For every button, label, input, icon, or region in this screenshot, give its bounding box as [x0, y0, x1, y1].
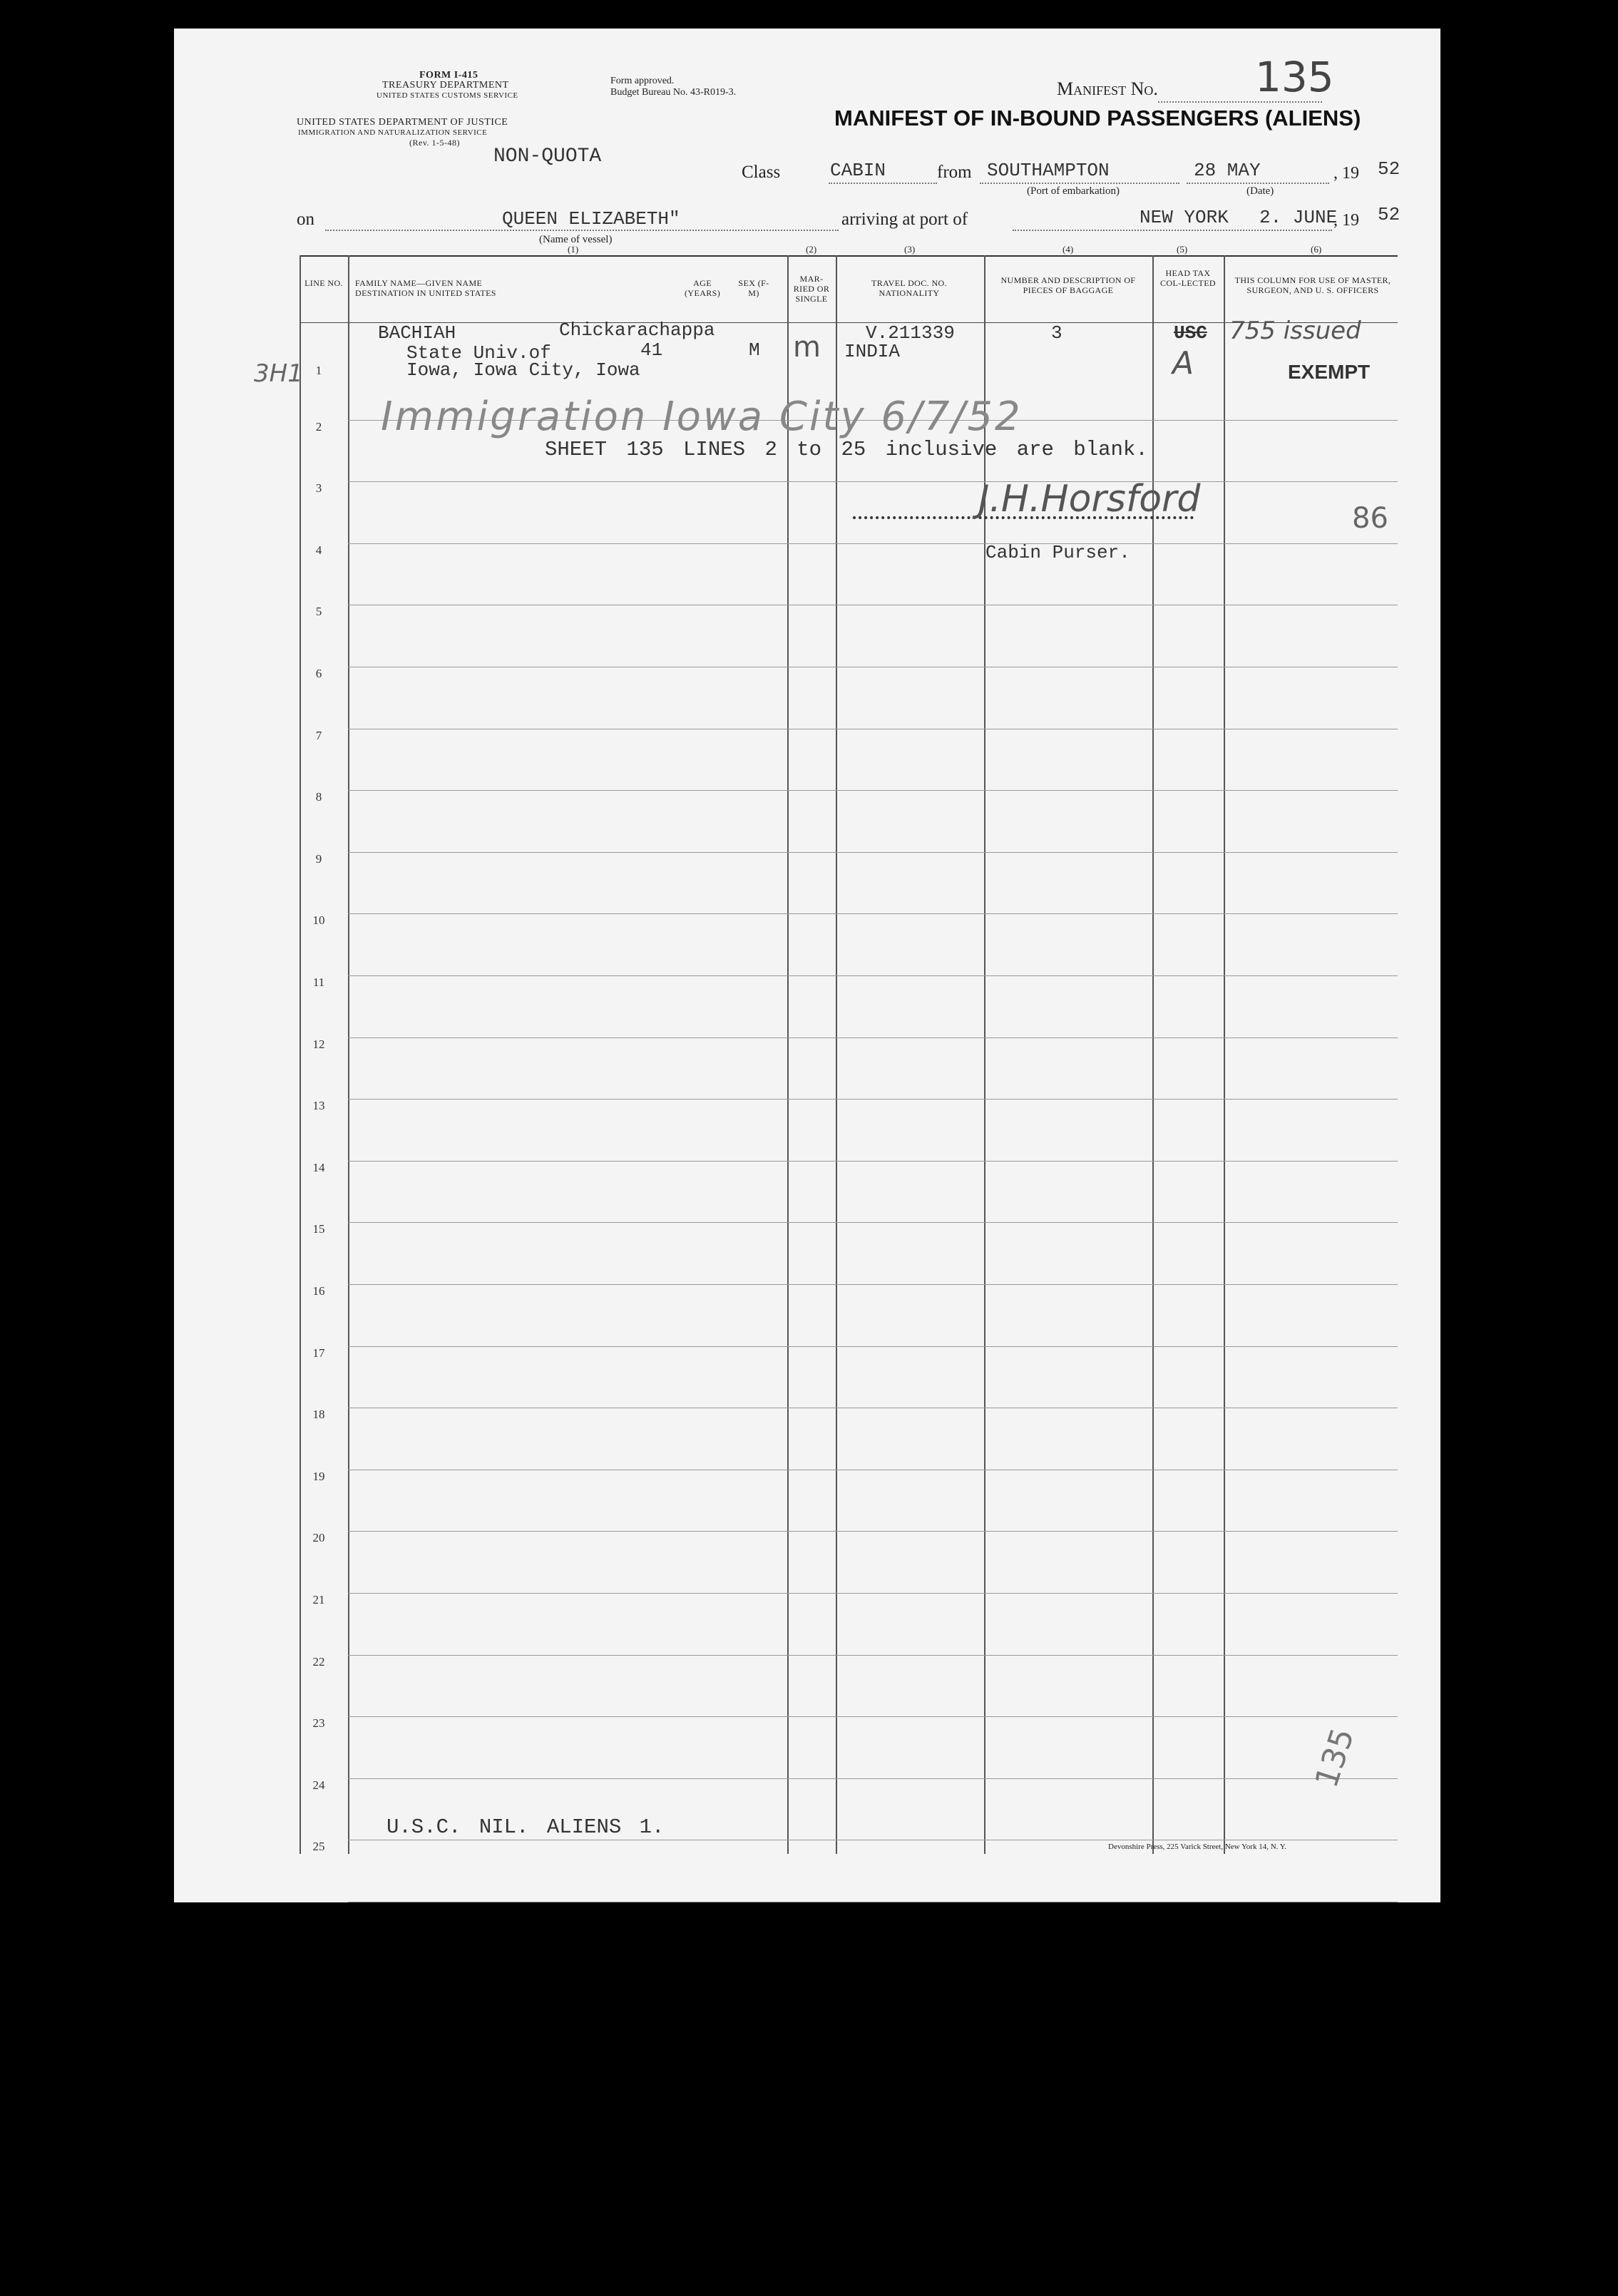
line-number: 19 — [312, 1469, 325, 1483]
right-margin-mark: 86 — [1352, 502, 1388, 535]
row-rule — [348, 1037, 1398, 1038]
printer-credit: Devonshire Press, 225 Varick Street, New York 14, N. Y. — [1108, 1843, 1287, 1851]
treasury-dept: TREASURY DEPARTMENT — [382, 80, 509, 91]
line-number: 15 — [312, 1222, 325, 1236]
line-number: 13 — [312, 1099, 325, 1113]
purser-signature: J.H.Horsford — [978, 478, 1201, 521]
row-rule — [348, 1161, 1398, 1162]
revision: (Rev. 1-5-48) — [409, 138, 461, 148]
col-num-4: (4) — [1063, 244, 1074, 255]
baggage-count: 3 — [1051, 322, 1063, 344]
given-name: Chickarachappa — [559, 319, 715, 341]
row-rule — [348, 790, 1398, 791]
line-number: 18 — [312, 1408, 325, 1422]
destination-line-1: State Univ.of — [406, 342, 551, 364]
line-number: 23 — [312, 1716, 325, 1731]
header-travel-doc: TRAVEL DOC. NO. NATIONALITY — [871, 278, 947, 298]
line-number: 14 — [312, 1160, 325, 1174]
line-number: 1 — [315, 364, 322, 377]
arrival-year-prefix: , 19 — [1333, 211, 1359, 230]
marital-status: m — [793, 331, 821, 364]
year-prefix: , 19 — [1333, 164, 1359, 183]
line-number: 22 — [312, 1654, 325, 1669]
header-baggage: NUMBER AND DESCRIPTION OF PIECES OF BAGGAGE — [1000, 275, 1136, 295]
line-number: 6 — [315, 667, 322, 680]
line-number: 17 — [312, 1346, 325, 1360]
header-age: AGE (YEARS) — [685, 278, 721, 298]
vessel-name: QUEEN ELIZABETH" — [502, 208, 680, 230]
purser-title: Cabin Purser. — [985, 542, 1130, 563]
arrival-port: NEW YORK — [1140, 207, 1229, 228]
arrival-year: 52 — [1378, 204, 1401, 225]
side-number: 135 — [1308, 1723, 1362, 1793]
line-number: 8 — [315, 790, 322, 804]
line-number: 11 — [312, 975, 325, 989]
travel-doc-number: V.211339 — [866, 322, 955, 344]
row-rule — [348, 975, 1398, 976]
arriving-label: arriving at port of — [841, 210, 968, 229]
row-rule — [348, 1284, 1398, 1285]
class-label: Class — [742, 163, 781, 182]
footer-totals: U.S.C. NIL. ALIENS 1. — [386, 1815, 665, 1839]
arrival-date: 2. JUNE — [1259, 207, 1338, 228]
header-line-no: LINE NO. — [304, 278, 343, 288]
col-num-6: (6) — [1311, 244, 1322, 255]
passenger-age: 41 — [640, 339, 663, 361]
col-num-1: (1) — [568, 244, 579, 255]
manifest-sheet — [174, 29, 1440, 1902]
manifest-number: 135 — [1255, 53, 1334, 101]
class-value: CABIN — [830, 160, 886, 181]
line-number: 12 — [312, 1037, 325, 1051]
row-rule — [348, 852, 1398, 853]
row-rule — [348, 543, 1398, 544]
destination-line-2: Iowa, Iowa City, Iowa — [406, 359, 640, 381]
exempt-stamp: EXEMPT — [1288, 361, 1371, 383]
line-number: 10 — [312, 913, 325, 928]
ins-service: IMMIGRATION AND NATURALIZATION SERVICE — [298, 128, 488, 137]
line-number: 9 — [315, 851, 322, 866]
row-rule — [348, 1099, 1398, 1100]
handwritten-annotation: Immigration Iowa City 6/7/52 — [381, 394, 1023, 440]
date-caption: (Date) — [1246, 185, 1274, 197]
line-number: 5 — [315, 605, 322, 619]
manifest-label: Manifest No. — [1057, 78, 1158, 99]
row-rule — [348, 1346, 1398, 1347]
row-rule — [348, 1531, 1398, 1532]
justice-dept: UNITED STATES DEPARTMENT OF JUSTICE — [297, 117, 508, 128]
head-tax-struck: USC — [1174, 322, 1207, 344]
row-rule — [348, 1716, 1398, 1717]
from-label: from — [937, 163, 972, 182]
row-rule — [348, 1778, 1398, 1779]
header-married: MAR-RIED OR SINGLE — [793, 274, 830, 304]
line-number: 7 — [315, 728, 322, 742]
line-number: 25 — [312, 1840, 325, 1854]
head-tax-mark: A — [1172, 345, 1194, 381]
quota-status: NON-QUOTA — [493, 145, 602, 168]
officer-note: 755 issued — [1229, 317, 1361, 345]
embarkation-port: SOUTHAMPTON — [987, 160, 1110, 181]
form-number: FORM I-415 — [419, 70, 478, 81]
sheet-note: SHEET 135 LINES 2 to 25 inclusive are blank. — [545, 438, 1148, 461]
budget-bureau: Budget Bureau No. 43-R019-3. — [610, 87, 737, 98]
customs-service: UNITED STATES CUSTOMS SERVICE — [377, 91, 518, 100]
family-name: BACHIAH — [378, 322, 456, 344]
embarkation-caption: (Port of embarkation) — [1027, 185, 1120, 197]
col-num-3: (3) — [904, 244, 916, 255]
row-rule — [348, 1593, 1398, 1594]
departure-date: 28 MAY — [1194, 160, 1261, 181]
line-number: 2 — [315, 419, 322, 434]
row-rule — [348, 481, 1398, 482]
col-num-2: (2) — [806, 244, 817, 255]
vessel-caption: (Name of vessel) — [539, 234, 613, 245]
row-rule — [348, 1222, 1398, 1223]
line-number: 16 — [312, 1284, 325, 1298]
manifest-table — [299, 228, 1398, 1868]
line-number: 4 — [315, 543, 322, 557]
line-number: 24 — [312, 1778, 325, 1792]
header-sex: SEX (F-M) — [738, 278, 769, 298]
header-officers: THIS COLUMN FOR USE OF MASTER, SURGEON, AND U. S. OFFICERS — [1234, 275, 1391, 295]
manifest-title: MANIFEST OF IN-BOUND PASSENGERS (ALIENS) — [834, 106, 1361, 130]
form-approved: Form approved. — [610, 76, 675, 86]
line-number: 3 — [315, 481, 322, 496]
header-head-tax: HEAD TAX COL-LECTED — [1160, 268, 1216, 288]
departure-year: 52 — [1378, 158, 1401, 180]
margin-mark: 3H1 — [254, 359, 303, 388]
row-rule — [348, 1655, 1398, 1656]
passenger-sex: M — [749, 339, 760, 361]
row-rule — [348, 913, 1398, 914]
col-num-5: (5) — [1177, 244, 1188, 255]
header-name: FAMILY NAME—GIVEN NAME DESTINATION IN UNITED STATES — [355, 278, 496, 298]
on-label: on — [297, 210, 314, 229]
line-number: 20 — [312, 1531, 325, 1545]
line-number: 21 — [312, 1593, 325, 1606]
nationality: INDIA — [844, 341, 901, 362]
